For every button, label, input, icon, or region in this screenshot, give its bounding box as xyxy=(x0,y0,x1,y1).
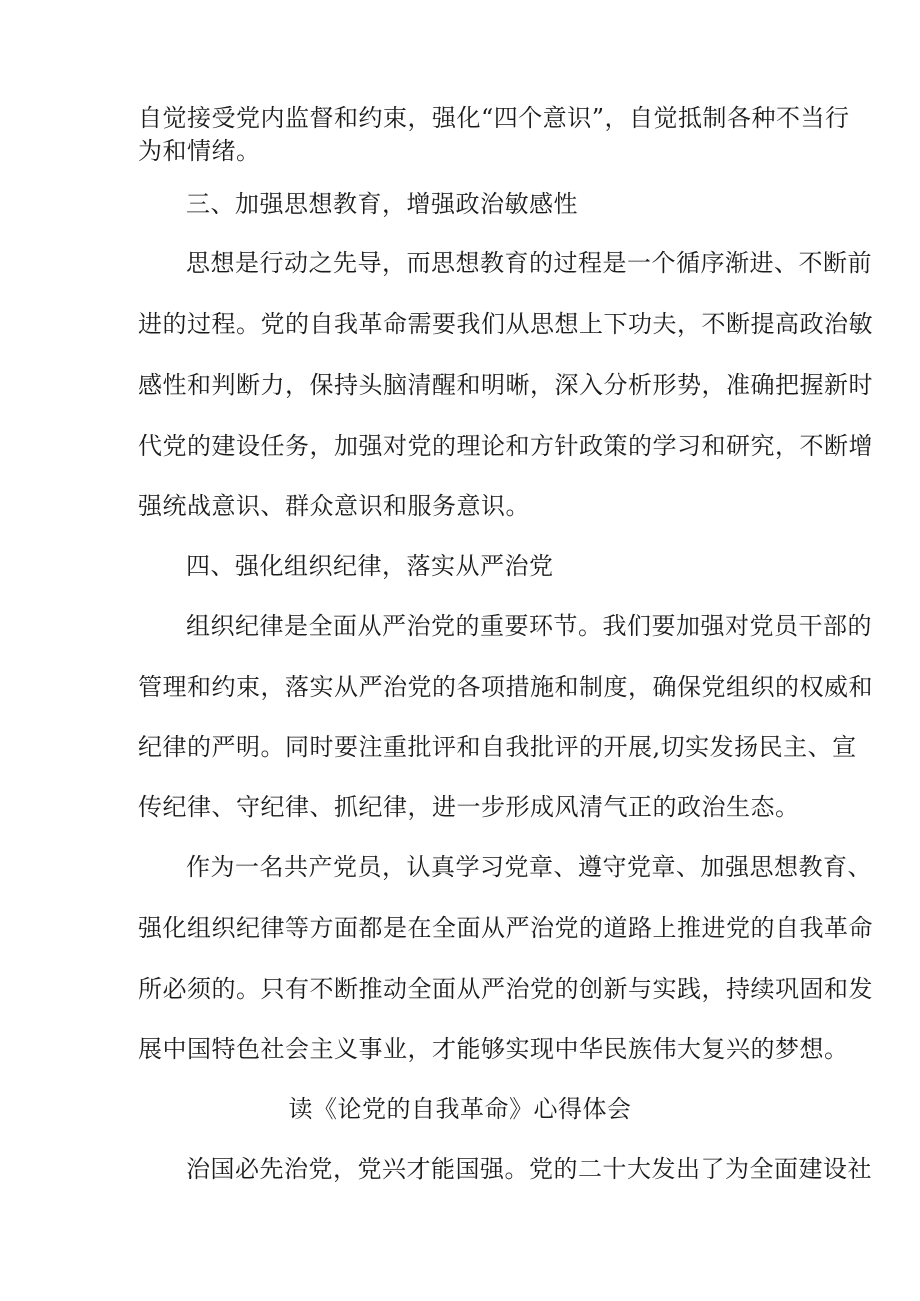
paragraph-line: 强统战意识、群众意识和服务意识。 xyxy=(138,492,530,520)
paragraph-line: 治国必先治党，党兴才能国强。党的二十大发出了为全面建设社 xyxy=(186,1155,872,1183)
paragraph-line: 作为一名共产党员，认真学习党章、遵守党章、加强思想教育、 xyxy=(186,853,872,881)
paragraph-line: 自觉接受党内监督和约束，强化“四个意识”，自觉抵制各种不当行 xyxy=(138,104,850,132)
paragraph-line: 所必须的。只有不断推动全面从严治党的创新与实践，持续巩固和发 xyxy=(138,975,873,1003)
paragraph-line: 代党的建设任务，加强对党的理论和方针政策的学习和研究，不断增 xyxy=(138,432,873,460)
paragraph-line: 组织纪律是全面从严治党的重要环节。我们要加强对党员干部的 xyxy=(186,612,872,640)
section-heading-4: 四、强化组织纪律，落实从严治党 xyxy=(186,552,554,580)
paragraph-line: 传纪律、守纪律、抓纪律，进一步形成风清气正的政治生态。 xyxy=(138,793,800,821)
paragraph-line: 管理和约束，落实从严治党的各项措施和制度，确保党组织的权威和 xyxy=(138,673,873,701)
paragraph-line: 思想是行动之先导，而思想教育的过程是一个循序渐进、不断前 xyxy=(186,249,872,277)
paragraph-line: 为和情绪。 xyxy=(138,137,261,165)
article-title: 读《论党的自我革命》心得体会 xyxy=(288,1095,632,1123)
paragraph-line: 感性和判断力，保持头脑清醒和明晰，深入分析形势，准确把握新时 xyxy=(138,371,873,399)
paragraph-line: 进的过程。党的自我革命需要我们从思想上下功夫，不断提高政治敏 xyxy=(138,310,873,338)
paragraph-line: 纪律的严明。同时要注重批评和自我批评的开展,切实发扬民主、宣 xyxy=(138,733,857,761)
paragraph-line: 强化组织纪律等方面都是在全面从严治党的道路上推进党的自我革命 xyxy=(138,914,873,942)
paragraph-line: 展中国特色社会主义事业，才能够实现中华民族伟大复兴的梦想。 xyxy=(138,1035,849,1063)
section-heading-3: 三、加强思想教育，增强政治敏感性 xyxy=(186,190,578,218)
